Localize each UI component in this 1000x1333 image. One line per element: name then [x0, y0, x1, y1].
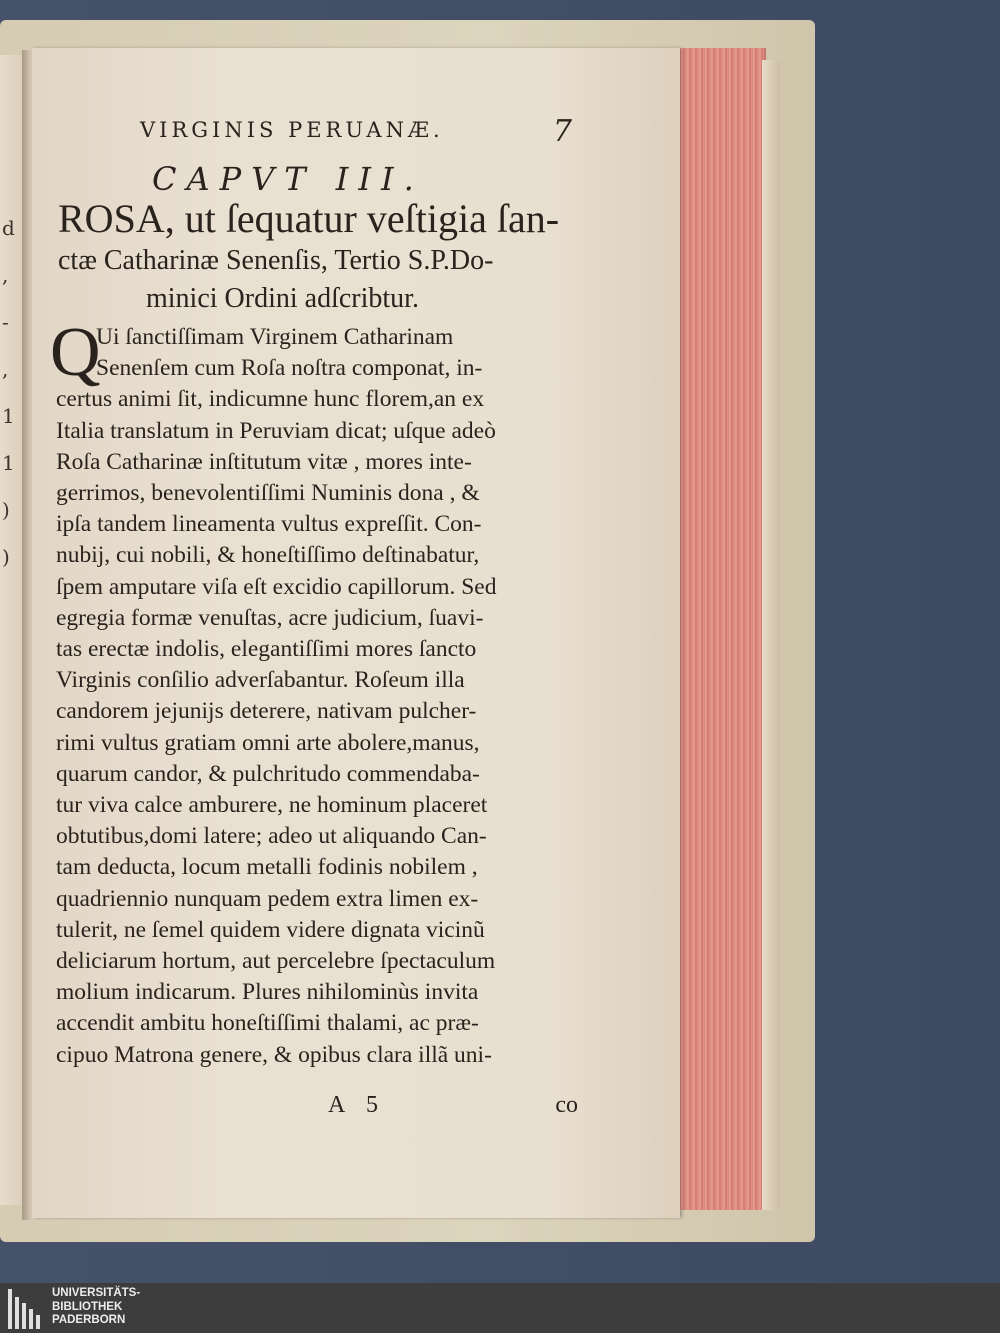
running-head-text: VIRGINIS PERUANÆ.	[140, 118, 444, 142]
drop-cap: Q	[50, 314, 101, 391]
body-text	[56, 322, 596, 1071]
text-line: candorem jejunijs deterere, nativam pulcher-	[56, 698, 477, 725]
text-line: Italia translatum in Peruviam dicat; uſque adeò	[56, 417, 496, 444]
text-line: ipſa tandem lineamenta vultus expreſſit. Con-	[56, 511, 482, 538]
title-line: minici Ordini adſcribtur.	[146, 283, 419, 314]
text-line: obtutibus,domi latere; adeo ut aliquando Can-	[56, 823, 487, 850]
running-head	[140, 114, 580, 149]
text-line: deliciarum hortum, aut percelebre ſpectaculum	[56, 948, 496, 975]
red-page-edges	[672, 48, 766, 1210]
title-line: ROSA, ut ſequatur veſtigia ſan-	[58, 196, 560, 241]
library-name-line: UNIVERSITÄTS-	[52, 1287, 141, 1299]
text-line: accendit ambitu honeſtiſſimi thalami, ac præ-	[56, 1010, 479, 1037]
library-name	[52, 1287, 140, 1328]
catchword: co	[555, 1092, 578, 1118]
text-line: molium indicarum. Plures nihilominùs invita	[56, 979, 479, 1006]
left-page-fragments: d , - , 1 1 ) )	[2, 216, 15, 569]
text-line: nubij, cui nobili, & honeſtiſſimo deſtinabatur,	[56, 542, 480, 569]
signature-mark: A 5	[328, 1092, 387, 1118]
text-line: ſpem amputare viſa eſt excidio capillorum. Sed	[56, 573, 497, 600]
text-line: tas erectæ indolis, elegantiſſimi mores ſancto	[56, 636, 477, 663]
chapter-title	[58, 196, 598, 318]
book-gutter	[22, 50, 32, 1220]
text-line: Ui ſanctiſſimam Virginem Catharinam	[96, 324, 454, 350]
text-line: tur viva calce amburere, ne hominum placeret	[56, 792, 488, 819]
text-line: Virginis conſilio adverſabantur. Roſeum illa	[56, 667, 465, 694]
library-name-line: BIBLIOTHEK	[52, 1300, 123, 1313]
text-line: tam deducta, locum metalli fodinis nobilem ,	[56, 854, 478, 881]
library-footer	[0, 1283, 1000, 1333]
chapter-heading: CAPVT III.	[152, 160, 424, 198]
left-page-edge	[0, 55, 24, 1205]
text-line: quarum candor, & pulchritudo commendaba-	[56, 760, 480, 787]
text-line: Senenſem cum Roſa noſtra componat, in-	[96, 355, 483, 382]
text-line: cipuo Matrona genere, & opibus clara illã uni-	[56, 1041, 492, 1068]
text-line: tulerit, ne ſemel quidem videre dignata vicinũ	[56, 916, 485, 943]
text-line: gerrimos, benevolentiſſimi Numinis dona , &	[56, 480, 480, 507]
text-line: certus animi ſit, indicumne hunc florem,an ex	[56, 386, 485, 413]
text-line: egregia formæ venuſtas, acre judicium, ſuavi-	[56, 604, 484, 631]
text-line: Roſa Catharinæ inſtitutum vitæ , mores inte-	[56, 448, 472, 475]
page-number: 7	[552, 114, 572, 149]
library-logo-icon	[8, 1289, 44, 1329]
text-line: rimi vultus gratiam omni arte abolere,manus,	[56, 729, 480, 756]
title-line: ctæ Catharinæ Senenſis, Tertio S.P.Do-	[58, 245, 494, 276]
text-line: quadriennio nunquam pedem extra limen ex-	[56, 885, 479, 912]
library-name-line: PADERBORN	[52, 1314, 126, 1326]
cover-edge	[762, 60, 780, 1210]
